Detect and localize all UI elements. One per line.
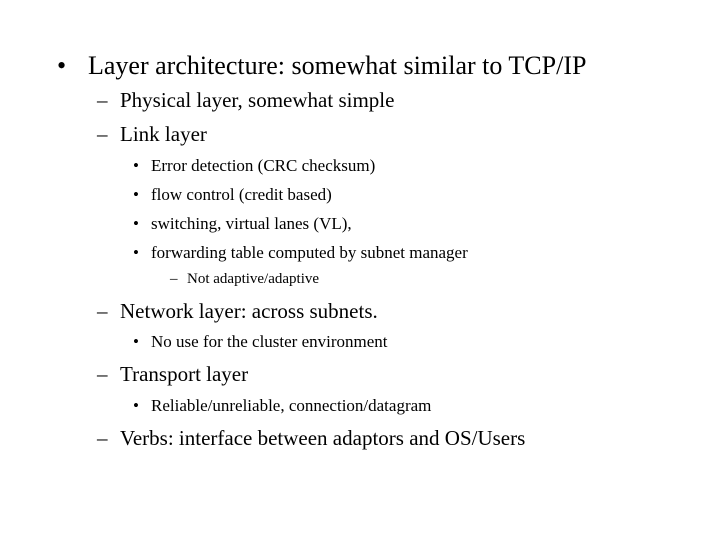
bullet-text-forwarding-table: forwarding table computed by subnet manager (151, 243, 468, 262)
bullet-marker: • (133, 214, 139, 233)
bullet-marker: • (133, 243, 139, 262)
dash-marker: – (170, 271, 178, 287)
dash-marker: – (97, 426, 108, 450)
bullet-text-network-layer: Network layer: across subnets. (120, 299, 378, 323)
bullet-text-verbs: Verbs: interface between adaptors and OS/Users (120, 426, 526, 450)
bullet-text-reliable: Reliable/unreliable, connection/datagram (151, 396, 432, 415)
bullet-marker: • (133, 332, 139, 351)
bullet-text-flow-control: flow control (credit based) (151, 185, 332, 204)
bullet-marker: • (133, 396, 139, 415)
dash-marker: – (97, 88, 108, 112)
dash-marker: – (97, 122, 108, 146)
bullet-text-link-layer: Link layer (120, 122, 207, 146)
bullet-text-no-use: No use for the cluster environment (151, 332, 388, 351)
bullet-text-error-detection: Error detection (CRC checksum) (151, 156, 376, 175)
bullet-text-not-adaptive: Not adaptive/adaptive (187, 271, 320, 287)
bullet-marker: • (57, 51, 67, 80)
bullet-marker: • (133, 185, 139, 204)
dash-marker: – (97, 362, 108, 386)
bullet-text-switching: switching, virtual lanes (VL), (151, 214, 352, 233)
bullet-marker: • (133, 156, 139, 175)
bullet-text-layer-architecture: Layer architecture: somewhat similar to TCP/IP (88, 51, 587, 80)
bullet-text-transport-layer: Transport layer (120, 362, 249, 386)
bullet-text-physical-layer: Physical layer, somewhat simple (120, 88, 395, 112)
dash-marker: – (97, 299, 108, 323)
